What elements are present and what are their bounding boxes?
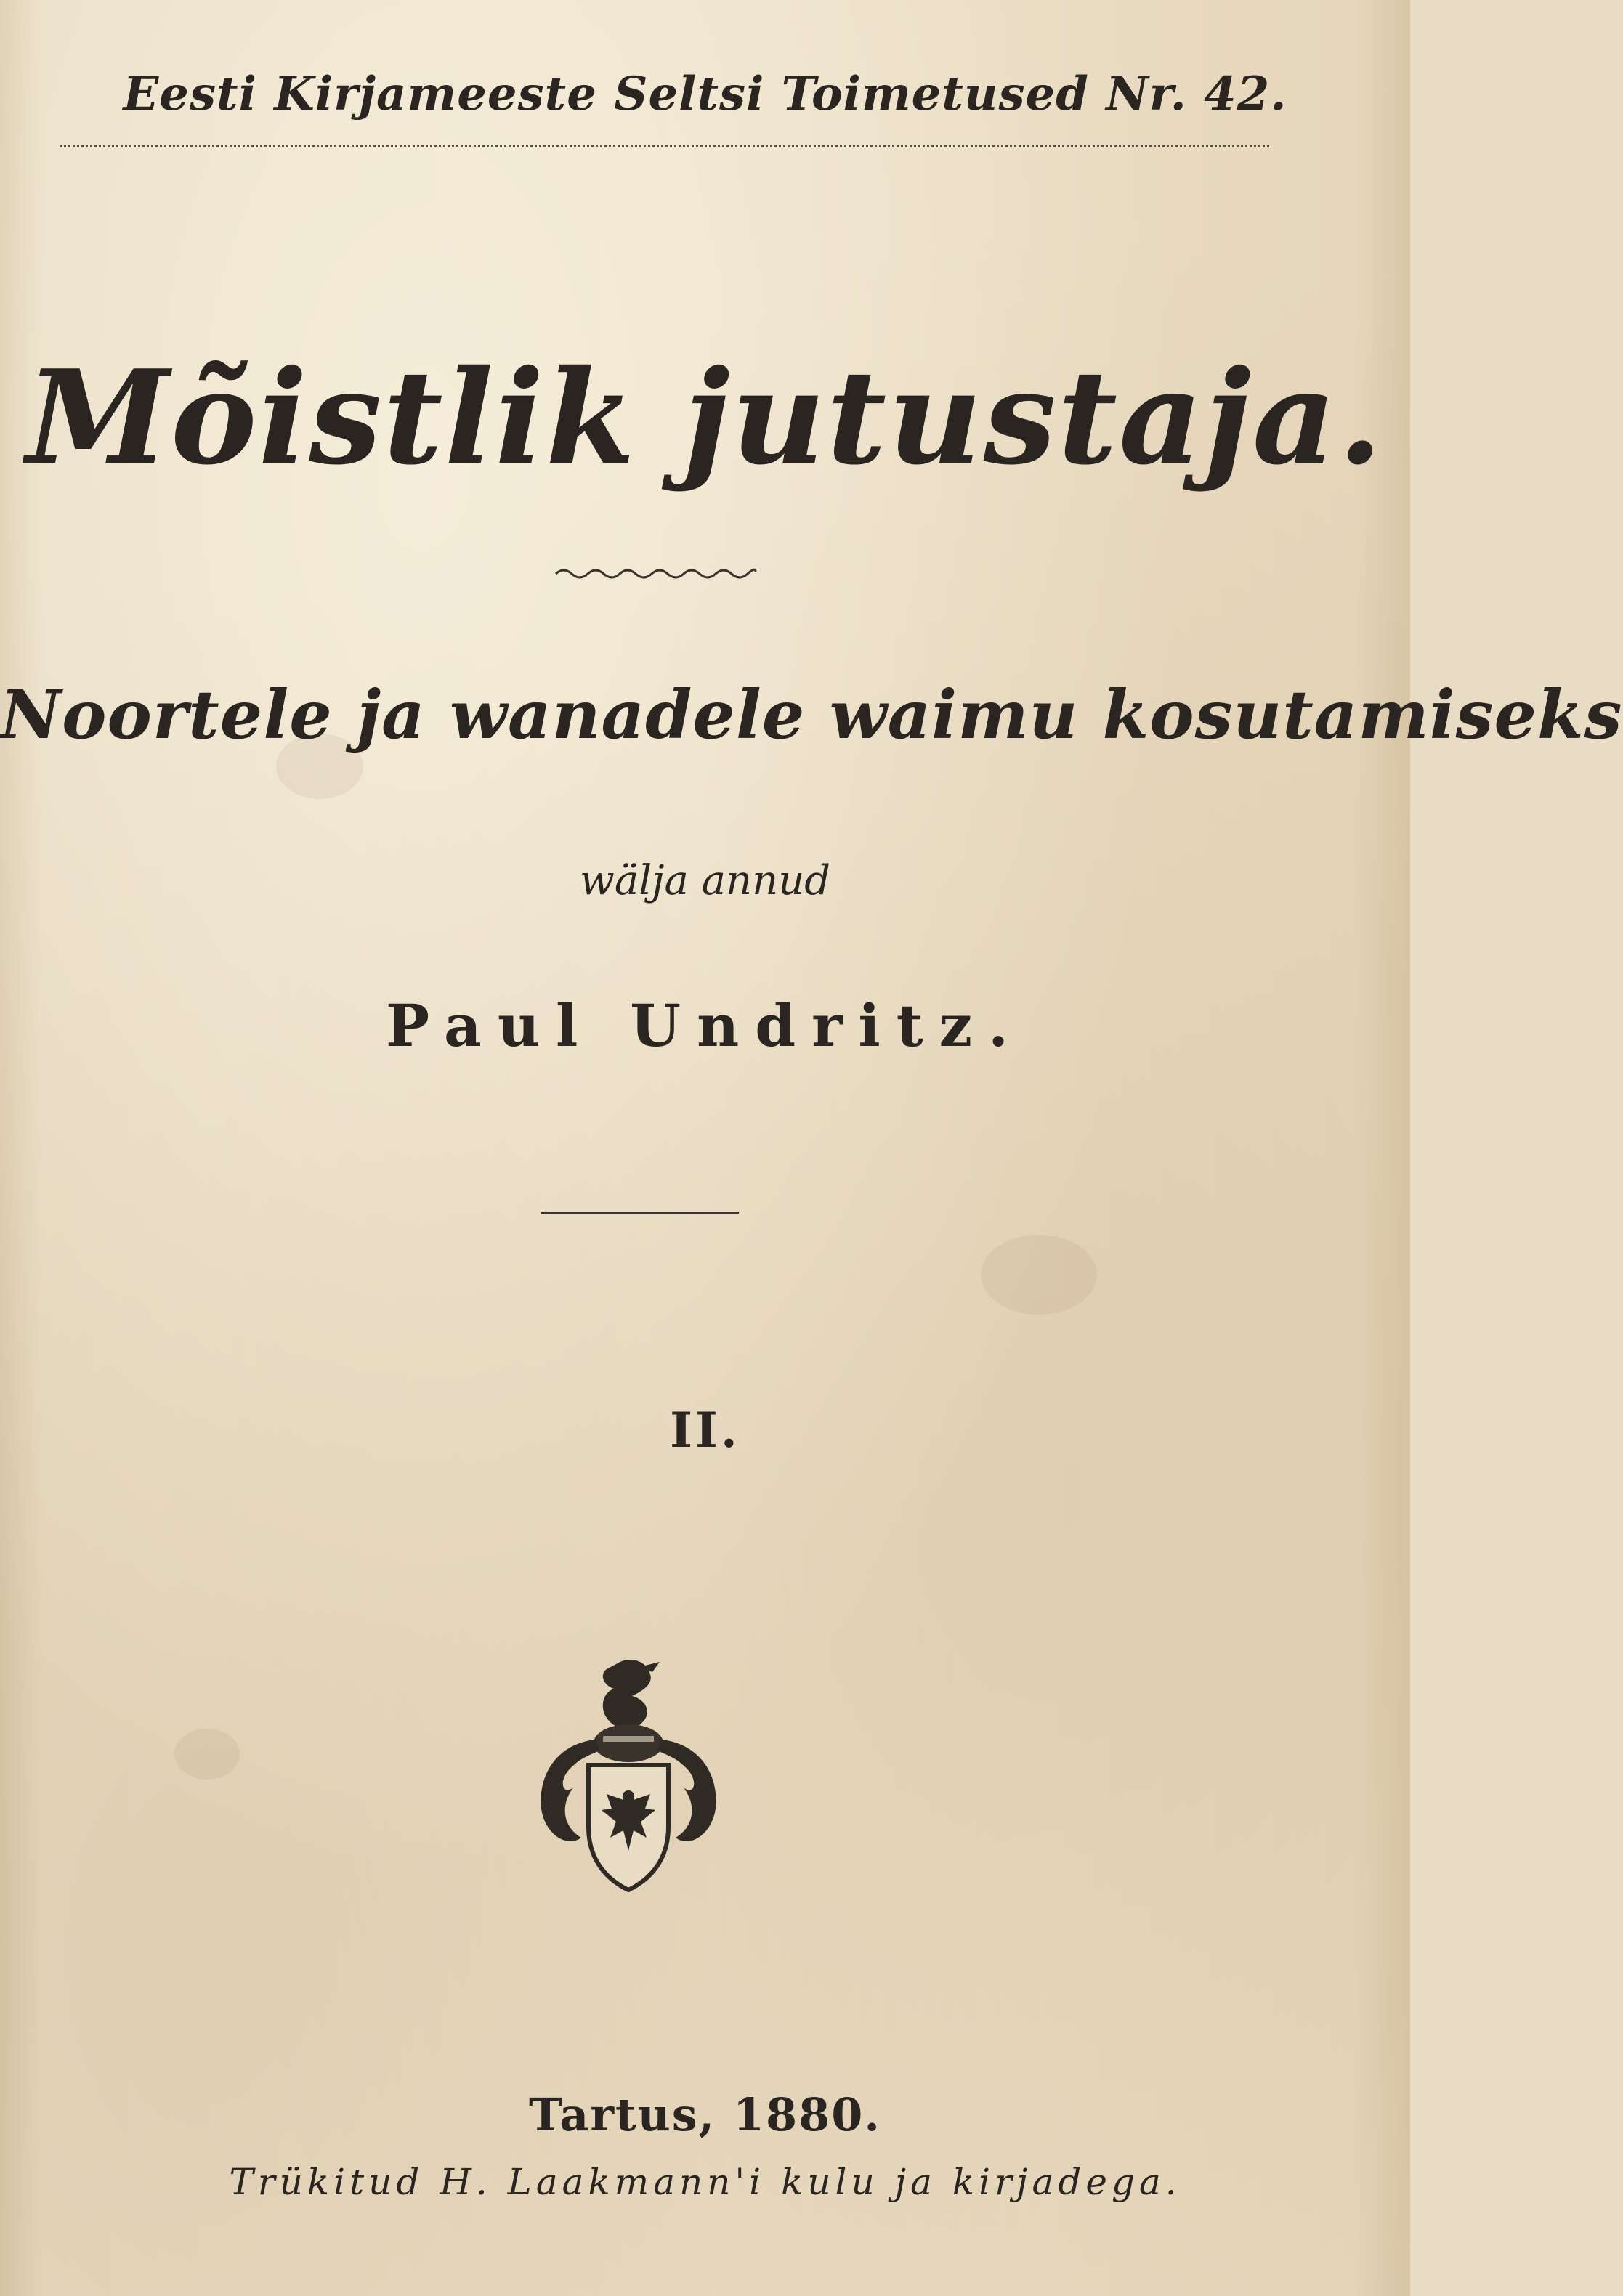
short-divider	[541, 1212, 739, 1214]
author-name: Paul Undritz.	[386, 991, 1024, 1060]
printer-imprint: Trükitud H. Laakmann'i kulu ja kirjadega.	[229, 2161, 1181, 2203]
book-subtitle: Noortele ja wanadele waimu kosutamiseks	[0, 676, 1623, 754]
volume-number: II.	[670, 1402, 740, 1459]
series-line: Eesti Kirjameeste Seltsi Toimetused Nr. 42.	[123, 67, 1287, 121]
paper-stain	[174, 1729, 240, 1780]
wavy-ornament	[556, 563, 756, 585]
editor-intro: wälja annud	[579, 857, 831, 904]
dotted-divider	[60, 145, 1269, 147]
book-title: Mõistlik jutustaja.	[25, 341, 1385, 493]
coat-of-arms-emblem-icon	[530, 1656, 726, 1896]
paper-stain	[981, 1235, 1097, 1315]
place-and-year: Tartus, 1880.	[529, 2088, 881, 2141]
